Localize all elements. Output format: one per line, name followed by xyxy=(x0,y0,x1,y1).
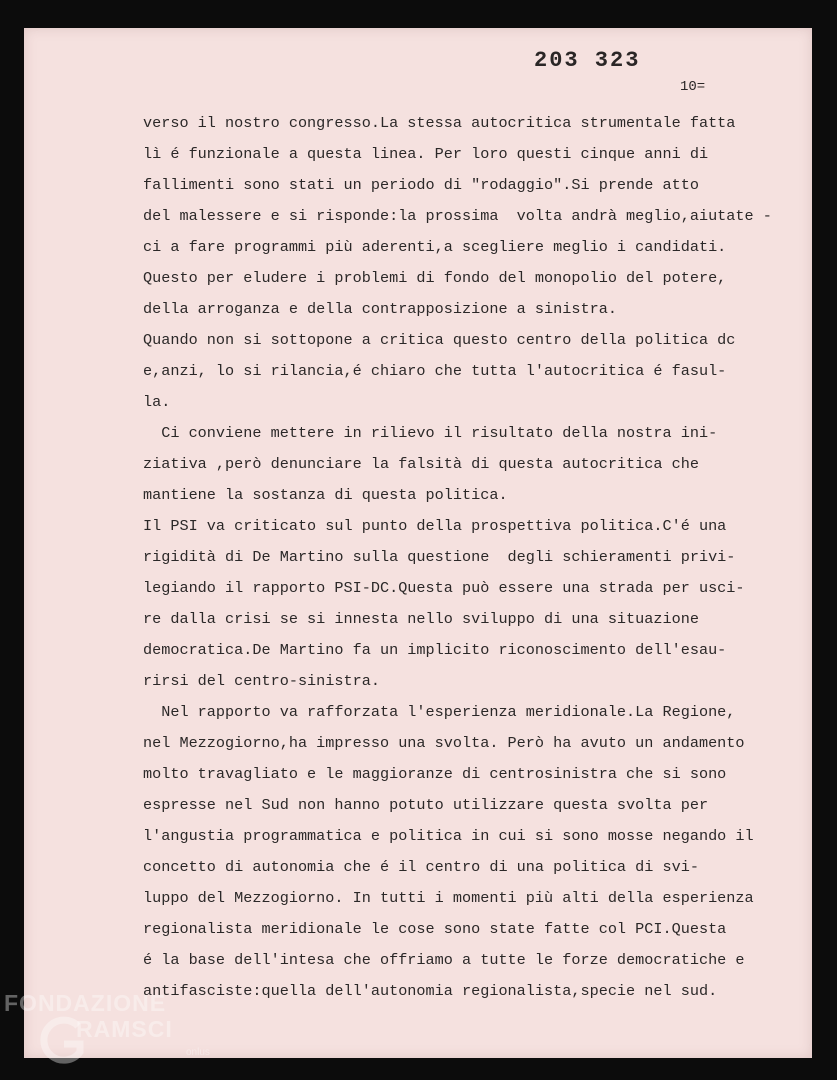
text-line: nel Mezzogiorno,ha impresso una svolta. Però ha avuto un andamento xyxy=(143,734,745,752)
text-line: rirsi del centro-sinistra. xyxy=(143,672,380,690)
page-number: 10= xyxy=(680,79,706,95)
text-line: regionalista meridionale le cose sono state fatte col PCI.Questa xyxy=(143,920,727,938)
text-line: e,anzi, lo si rilancia,é chiaro che tutta l'autocritica é fasul- xyxy=(143,362,727,380)
text-line: molto travagliato e le maggioranze di centrosinistra che si sono xyxy=(143,765,727,783)
text-line: fallimenti sono stati un periodo di "rodaggio".Si prende atto xyxy=(143,176,699,194)
typewritten-text xyxy=(143,112,815,1011)
text-line: Quando non si sottopone a critica questo centro della politica dc xyxy=(143,331,736,349)
text-line: democratica.De Martino fa un implicito riconoscimento dell'esau- xyxy=(143,641,727,659)
text-line: luppo del Mezzogiorno. In tutti i momenti più alti della esperienza xyxy=(143,889,754,907)
watermark-line-3: onlus xyxy=(186,1047,210,1058)
text-line: lì é funzionale a questa linea. Per loro questi cinque anni di xyxy=(143,145,709,163)
watermark-line-2: RAMSCI xyxy=(76,1016,173,1042)
text-line: antifasciste:quella dell'autonomia regionalista,specie nel sud. xyxy=(143,982,718,1000)
text-line: del malessere e si risponde:la prossima volta andrà meglio,aiutate - xyxy=(143,207,772,225)
text-line: la. xyxy=(143,393,171,411)
text-line: Nel rapporto va rafforzata l'esperienza meridionale.La Regione, xyxy=(143,703,736,721)
text-line: verso il nostro congresso.La stessa autocritica strumentale fatta xyxy=(143,114,736,132)
text-line: re dalla crisi se si innesta nello sviluppo di una situazione xyxy=(143,610,699,628)
text-line: é la base dell'intesa che offriamo a tutte le forze democratiche e xyxy=(143,951,745,969)
text-line: mantiene la sostanza di questa politica. xyxy=(143,486,508,504)
text-line: l'angustia programmatica e politica in cui si sono mosse negando il xyxy=(143,827,754,845)
text-line: espresse nel Sud non hanno potuto utilizzare questa svolta per xyxy=(143,796,709,814)
text-line: Ci conviene mettere in rilievo il risultato della nostra ini- xyxy=(143,424,718,442)
text-line: della arroganza e della contrapposizione a sinistra. xyxy=(143,300,617,318)
watermark-line-1: FONDAZIONE xyxy=(4,990,167,1016)
archive-number: 203 323 xyxy=(534,48,641,73)
text-line: concetto di autonomia che é il centro di una politica di svi- xyxy=(143,858,699,876)
text-line: legiando il rapporto PSI-DC.Questa può essere una strada per usci- xyxy=(143,579,745,597)
text-line: rigidità di De Martino sulla questione degli schieramenti privi- xyxy=(143,548,736,566)
text-line: ci a fare programmi più aderenti,a scegliere meglio i candidati. xyxy=(143,238,727,256)
fondazione-gramsci-watermark xyxy=(4,990,234,1080)
text-line: Questo per eludere i problemi di fondo del monopolio del potere, xyxy=(143,269,727,287)
text-line: ziativa ,però denunciare la falsità di questa autocritica che xyxy=(143,455,699,473)
text-line: Il PSI va criticato sul punto della prospettiva politica.C'é una xyxy=(143,517,727,535)
